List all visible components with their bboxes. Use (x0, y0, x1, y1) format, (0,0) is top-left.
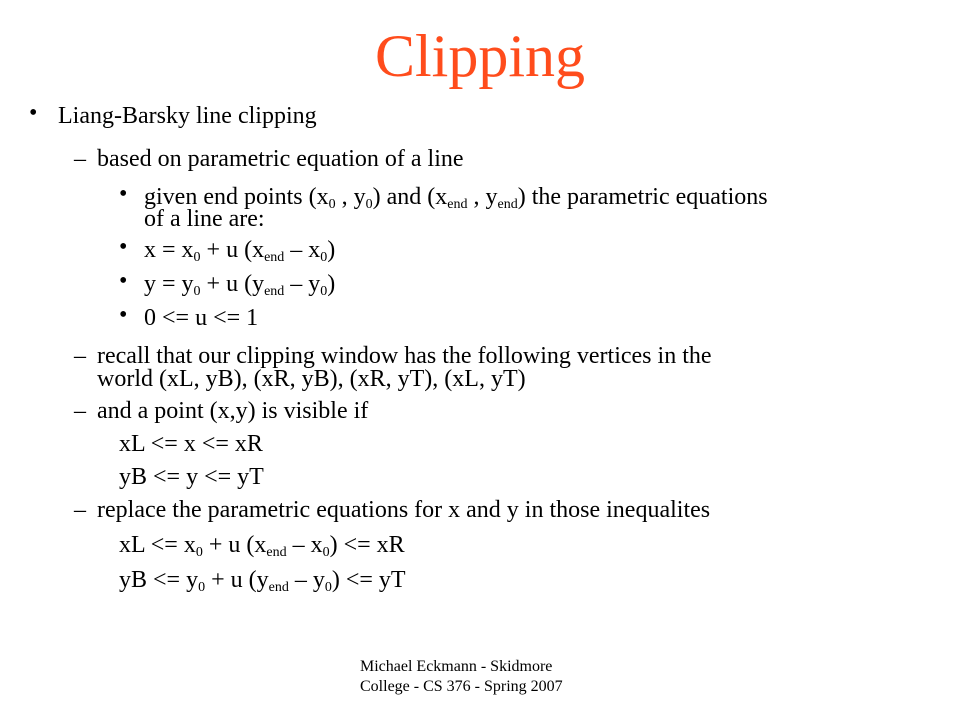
inequality-y: yB <= y <= yT (119, 464, 264, 490)
bullet-marker: • (119, 268, 128, 294)
inequality-x: xL <= x <= xR (119, 431, 263, 457)
item-end-points: given end points ($x_0$ , $y_0$) and ($x_{end}$ , $y_{end}$) the parametric equations (144, 184, 768, 212)
bullet-marker: • (29, 100, 38, 126)
subbullet-visible-point: and a point (x,y) is visible if (97, 398, 369, 424)
footer-line: College - CS 376 - Spring 2007 (360, 678, 563, 695)
bullet-marker: • (119, 181, 128, 207)
bullet-marker: • (119, 234, 128, 260)
equation-y-inequality: yB <= $y_0 + u$ $(y_{end} - y_0)$ <= yT (119, 567, 406, 595)
bullet-liang-barsky: Liang-Barsky line clipping (58, 103, 317, 129)
slide-title: Clipping (374, 23, 586, 89)
subbullet-clipping-window: recall that our clipping window has the following vertices in the (97, 343, 712, 369)
subbullet-parametric: based on parametric equation of a line (97, 146, 464, 172)
dash-marker: – (74, 398, 86, 424)
item-y-equation: $y = y_0 + u$ $(y_{end} - y_0)$ (144, 271, 336, 299)
dash-marker: – (74, 497, 86, 523)
item-u-range: 0 <= u <= 1 (144, 305, 259, 331)
equation-x-inequality: xL <= $x_0 + u$ $(x_{end} - x_0)$ <= xR (119, 532, 405, 560)
bullet-marker: • (119, 302, 128, 328)
item-x-equation: $x = x_0 + u$ $(x_{end} - x_0)$ (144, 237, 336, 265)
footer-line: Michael Eckmann - Skidmore (360, 658, 553, 675)
dash-marker: – (74, 146, 86, 172)
subbullet-clipping-window-line2: world (xL, yB), (xR, yB), (xR, yT), (xL, yT) (97, 366, 526, 392)
item-end-points-line2: of a line are: (144, 206, 265, 232)
subbullet-replace: replace the parametric equations for x and y in those inequalites (97, 497, 711, 523)
dash-marker: – (74, 343, 86, 369)
slide-footer (360, 657, 610, 697)
